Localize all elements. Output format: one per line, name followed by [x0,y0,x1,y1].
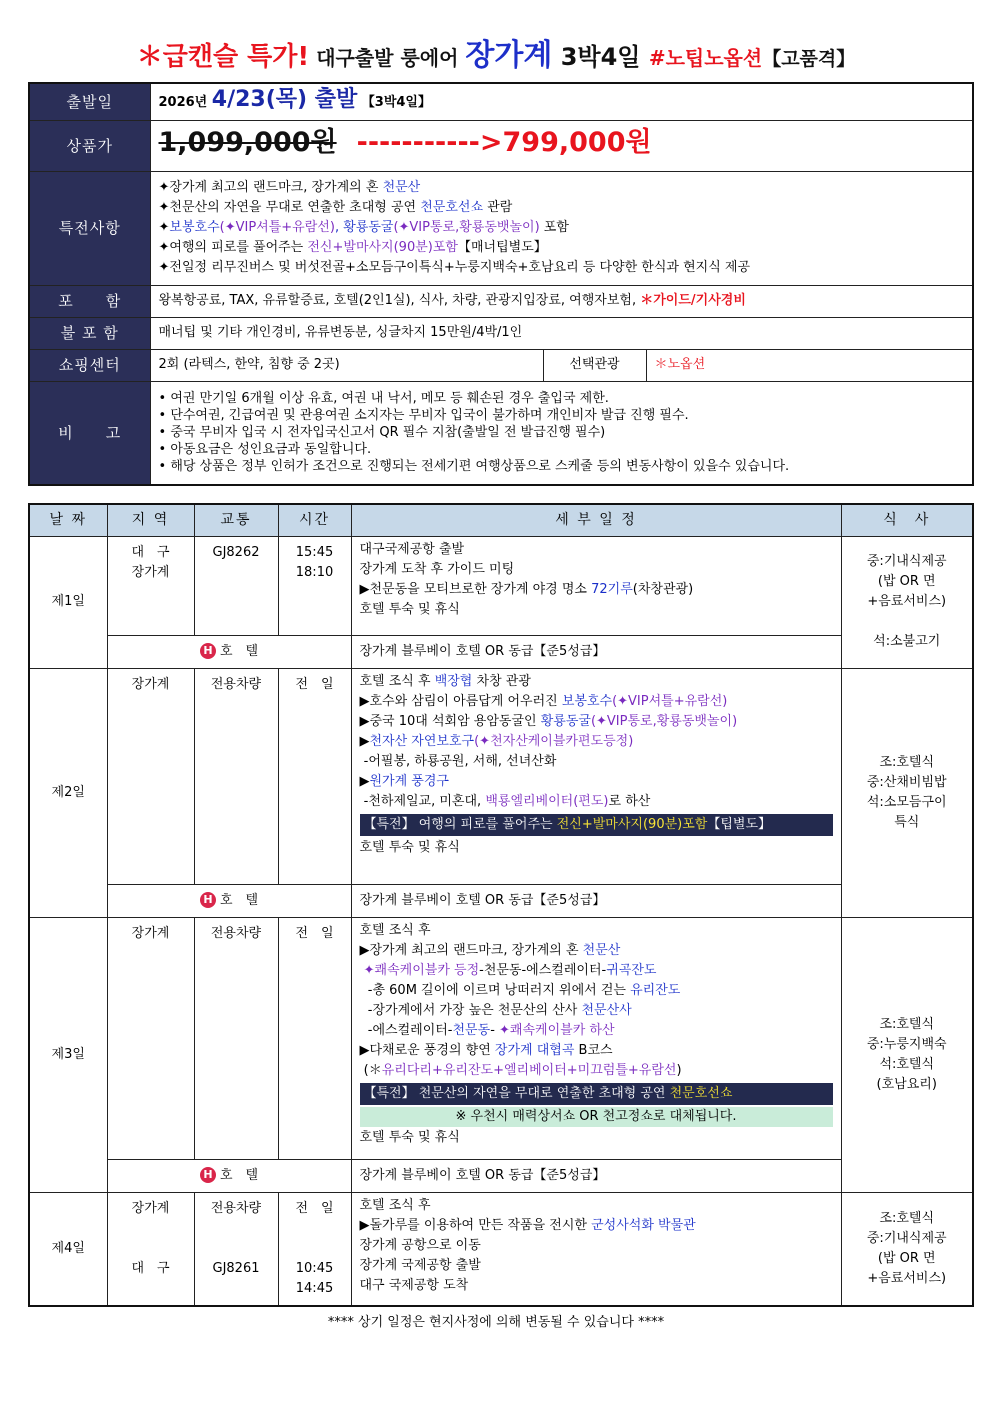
title-hashtag: #노팁노옵션 [648,46,763,70]
special-highlight: 천문산 [382,180,421,195]
day4-transport: 전용차량 GJ8261 [194,1192,278,1306]
day3-row [29,917,973,1159]
day1-hotel-row [29,635,973,668]
attraction-option: ✦쾌속케이블카 하산 [499,1022,615,1038]
itinerary-table [28,503,974,1307]
special-item [159,178,965,198]
price-value [150,120,973,171]
day4-row [29,1192,973,1306]
detail-line: 호텔 조식 후 [359,1197,431,1213]
detail-line [360,692,833,712]
option-label: 선택관광 [543,349,646,381]
day4-region: 장가계 대 구 [107,1192,194,1306]
page-title [0,30,992,74]
departure-label: 출발일 [29,83,150,120]
detail-text: ▶돌가루를 이용하여 만든 작품을 전시한 [359,1217,592,1233]
detail-text: 로 하산 [608,793,651,809]
departure-nights: 【3박4일】 [357,95,431,111]
hotel-name: 장가계 블루베이 호텔 OR 동급【준5성급】 [351,635,841,668]
include-text: 왕복항공료, TAX, 유류할증료, 호텔(2인1실), 식사, 차량, 관광지입장료, 여행자보험, [158,293,641,308]
itinerary-header [29,504,973,536]
detail-line [360,1216,833,1236]
hotel-label [107,1159,351,1192]
special-item [159,238,965,258]
day1-row [29,536,973,635]
day3-hotel-row [29,1159,973,1192]
detail-text: ▶중국 10대 석회암 용암동굴인 [359,713,541,729]
special-text: ✦전일정 리무진버스 및 버섯전골+소모듬구이특식+누룽지백숙+호남요리 등 다양한 한식과 현지식 제공 [158,260,751,275]
hotel-icon: H [200,1167,216,1183]
detail-text: ▶호수와 삼림이 아름답게 어우러진 [359,693,562,709]
detail-line: 대구 국제공항 도착 [359,1277,469,1293]
special-text: 포함 [539,220,569,235]
day2-label: 제2일 [29,668,107,917]
header-details: 세 부 일 정 [351,504,841,536]
departure-value [150,83,973,120]
detail-text: - [490,1022,500,1038]
attraction-option: (✦천자산케이블카편도등정) [474,733,634,749]
attraction-name: 천문산 [582,942,621,958]
day3-meals: 조:호텔식 중:누룽지백숙 석:호텔식 (호남요리) [841,917,973,1192]
include-label: 포 함 [29,285,150,317]
attraction-name: 72기루 [591,581,633,597]
day3-label: 제3일 [29,917,107,1192]
header-meals: 식 사 [841,504,973,536]
exclude-value: 매너팁 및 기타 개인경비, 유류변동분, 싱글차지 15만원/4박/1인 [150,317,973,349]
departure-date: 4/23(목) 출발 [211,87,358,113]
special-row [29,171,973,285]
attraction-name: 장가계 대협곡 [494,1042,575,1058]
day4-meals: 조:호텔식 중:기내식제공 (밥 OR 면 +음료서비스) [841,1192,973,1306]
detail-text: ▶장가계 최고의 랜드마크, 장가계의 혼 [359,942,583,958]
detail-line: 호텔 투숙 및 휴식 [359,839,460,855]
day2-transport: 전용차량 [194,668,278,884]
shopping-row [29,349,973,381]
special-benefit-banner [360,814,833,836]
shopping-value: 2회 (라텍스, 한약, 침향 중 2곳) [150,349,543,381]
header-date: 날 짜 [29,504,107,536]
hotel-label-text: 호 텔 [219,892,259,908]
hotel-label-text: 호 텔 [219,1167,259,1183]
attraction-name: 천자산 자연보호구 [369,733,475,749]
special-highlight: 천문호선쇼 [420,200,484,215]
benefit-text: 【팁별도】 [707,816,772,832]
departure-row [29,83,973,120]
detail-text: -총 60M 길이에 이르며 낭떠러지 위에서 걷는 [359,982,631,998]
hotel-label-text: 호 텔 [219,643,259,659]
day4-label: 제4일 [29,1192,107,1306]
notes-row [29,381,973,485]
detail-line [360,672,833,692]
detail-text: ▶다채로운 풍경의 향연 [359,1042,495,1058]
special-item [159,258,965,278]
detail-line: 호텔 투숙 및 휴식 [359,601,460,617]
day3-time: 전 일 [278,917,351,1159]
exclude-label: 불 포 함 [29,317,150,349]
detail-text: 호텔 조식 후 [359,673,435,689]
special-label: 특전사항 [29,171,150,285]
detail-text: 차창 관광 [472,673,531,689]
attraction-option: 유리다리+유리잔도+엘리베이터+미끄럼틀+유람선 [381,1062,677,1078]
hotel-label [107,884,351,917]
note-item: • 해당 상품은 정부 인허가 조건으로 진행되는 전세기편 여행상품으로 스케줄 등의 변동사항이 있을수 있습니다. [159,458,965,475]
hotel-label [107,635,351,668]
attraction-name: 백장협 [434,673,473,689]
title-grade: 【고품격】 [762,48,856,70]
detail-text: -장가계에서 가장 높은 천문산의 산사 [359,1002,582,1018]
attraction-name: 천문동 [452,1022,491,1038]
special-benefit-banner [360,1083,833,1105]
title-departure: 대구출발 룽에어 [309,46,466,70]
detail-line [360,941,833,961]
detail-text: -천하제일교, 미혼대, [359,793,486,809]
attraction-option: 백룡엘리베이터(편도) [485,793,609,809]
day1-meals: 중:기내식제공 (밥 OR 면 +음료서비스) 석:소불고기 [841,536,973,668]
day2-details [351,668,841,884]
hotel-name: 장가계 블루베이 호텔 OR 동급【준5성급】 [351,884,841,917]
special-highlight: , 황룡동굴 [334,220,394,235]
attraction-option: (✦VIP셔틀+유람선) [612,693,728,709]
price-new: 799,000원 [502,127,652,158]
special-option: (✦VIP셔틀+유람선) [219,220,335,235]
include-guide-fee: ＊가이드/기사경비 [640,293,746,308]
note-item: • 단수여권, 긴급여권 및 관용여권 소지자는 무비자 입국이 불가하며 개인비자 발급 진행 필수. [159,407,965,424]
special-highlight: 보봉호수 [169,220,220,235]
day1-region: 대 구 장가계 [107,536,194,635]
detail-text: ▶천문동을 모티브로한 장가계 야경 명소 [359,581,592,597]
note-item: • 여권 만기일 6개월 이상 유효, 여권 내 낙서, 메모 등 훼손된 경우 출입국 제한. [159,390,965,407]
include-row [29,285,973,317]
special-text: ✦여행의 피로를 풀어주는 [158,240,308,255]
day2-time: 전 일 [278,668,351,884]
detail-text: (＊ [359,1062,382,1078]
notes-label: 비 고 [29,381,150,485]
detail-line: 대구국제공항 출발 [359,541,465,557]
detail-text: B코스 [574,1042,613,1058]
special-item [159,218,965,238]
exclude-row [29,317,973,349]
detail-line [360,1021,833,1041]
detail-line [360,1001,833,1021]
detail-line [360,981,833,1001]
attraction-name: 천문산사 [581,1002,632,1018]
detail-line [360,712,833,732]
attraction-option: ✦쾌속케이블카 등정 [359,962,480,978]
price-label: 상품가 [29,120,150,171]
header-transport: 교통 [194,504,278,536]
detail-line [360,792,833,812]
detail-line: 장가계 공항으로 이동 [359,1237,481,1253]
special-text: ✦ [158,220,170,235]
day2-row [29,668,973,884]
include-value [150,285,973,317]
price-row [29,120,973,171]
detail-line: -어필봉, 하룡공원, 서해, 선녀산화 [359,753,557,769]
detail-line: 장가계 국제공항 출발 [359,1257,481,1273]
special-text: ✦장가계 최고의 랜드마크, 장가계의 혼 [158,180,383,195]
rain-notice: ※ 우천시 매력상서쇼 OR 천고정쇼로 대체됩니다. [360,1107,833,1127]
attraction-name: 황룡동굴 [540,713,591,729]
benefit-text: 【특전】 여행의 피로를 풀어주는 [363,816,557,832]
day1-time: 15:45 18:10 [278,536,351,635]
attraction-option: (✦VIP통로,황룡동뱃놀이) [590,713,738,729]
special-item [159,198,965,218]
price-old: 1,099,000원 [158,127,337,158]
day1-details [351,536,841,635]
note-item: • 중국 무비자 입국 시 전자입국신고서 QR 필수 지참(출발일 전 발급진행 필수) [159,424,965,441]
hotel-icon: H [200,643,216,659]
detail-text: -에스컬레이터- [359,1022,453,1038]
option-value: ＊노옵션 [646,349,973,381]
notes-list [150,381,973,485]
detail-text: (차창관광) [632,581,694,597]
special-option: (✦VIP통로,황룡동뱃놀이) [393,220,540,235]
day3-details [351,917,841,1159]
hotel-icon: H [200,892,216,908]
title-destination: 장가계 [465,38,553,73]
header-time: 시간 [278,504,351,536]
attraction-name: 유리잔도 [630,982,681,998]
detail-text: ) [676,1062,682,1078]
hotel-name: 장가계 블루베이 호텔 OR 동급【준5성급】 [351,1159,841,1192]
day4-time: 전 일 10:45 14:45 [278,1192,351,1306]
product-info-table [28,82,974,486]
detail-line [360,1061,833,1081]
special-text: 【매너팁별도】 [457,240,547,255]
detail-line: 호텔 투숙 및 휴식 [359,1129,460,1145]
day1-label: 제1일 [29,536,107,668]
benefit-text: 【특전】 천문산의 자연을 무대로 연출한 초대형 공연 [363,1085,670,1101]
day2-hotel-row [29,884,973,917]
special-text: ✦천문산의 자연을 무대로 연출한 초대형 공연 [158,200,421,215]
detail-line [360,1041,833,1061]
detail-line [360,580,833,600]
note-item: • 아동요금은 성인요금과 동일합니다. [159,441,965,458]
day4-details [351,1192,841,1306]
detail-text: -천문동-에스컬레이터- [479,962,607,978]
attraction-name: 군성사석화 박물관 [591,1217,696,1233]
attraction-name: 원가계 풍경구 [369,773,449,789]
day3-region: 장가계 [107,917,194,1159]
day1-transport: GJ8262 [194,536,278,635]
day2-region: 장가계 [107,668,194,884]
title-duration: 3박4일 [552,43,649,71]
detail-line: 장가계 도착 후 가이드 미팅 [359,561,515,577]
title-flash-sale: ＊급캔슬 특가! [136,42,310,72]
detail-line: 호텔 조식 후 [359,922,431,938]
day3-transport: 전용차량 [194,917,278,1159]
attraction-name: 보봉호수 [561,693,613,709]
shopping-label: 쇼핑센터 [29,349,150,381]
detail-text: ▶ [359,733,370,749]
header-region: 지 역 [107,504,194,536]
detail-line [360,732,833,752]
benefit-highlight: 천문호선쇼 [669,1085,733,1101]
footer-notice: **** 상기 일정은 현지사정에 의해 변동될 수 있습니다 **** [327,1315,665,1330]
special-text: 관람 [483,200,513,215]
detail-text: ▶ [359,773,370,789]
benefit-highlight: 전신+발마사지(90분)포함 [556,816,708,832]
price-arrow: -----------> [356,127,503,158]
attraction-name: 귀곡잔도 [606,962,657,978]
departure-year: 2026년 [158,95,212,111]
detail-line [360,961,833,981]
detail-line [360,772,833,792]
day2-meals: 조:호텔식 중:산채비빔밥 석:소모듬구이 특식 [841,668,973,917]
special-highlight: 전신+발마사지(90분)포함 [307,240,458,255]
special-list [150,171,973,285]
